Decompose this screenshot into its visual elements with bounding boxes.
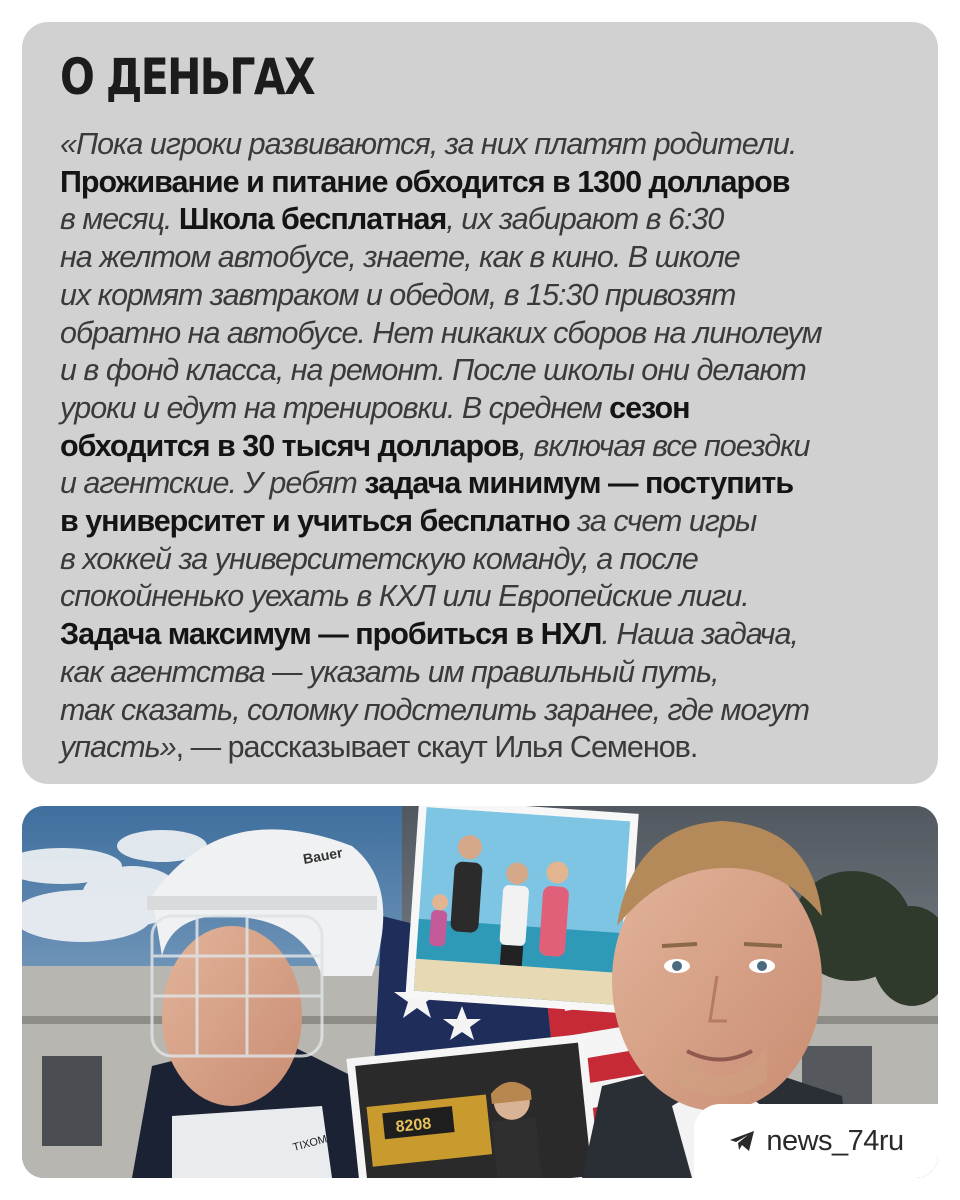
bus-number: 8208 bbox=[394, 1115, 433, 1137]
helmet-brand: Bauer bbox=[301, 844, 344, 867]
quote-emphasis: Проживание и питание обходится в 1300 долларов bbox=[60, 164, 790, 199]
quote-fragment: спокойненько уехать в КХЛ или Европейские лиги. bbox=[60, 579, 749, 614]
school-bus-photo bbox=[346, 1034, 600, 1178]
quote-fragment: обратно на автобусе. Нет никаких сборов на линолеум bbox=[60, 315, 822, 350]
quote-emphasis: Школа бесплатная bbox=[178, 202, 447, 237]
quote-fragment: , — рассказывает скаут Илья Семенов. bbox=[175, 730, 698, 765]
quote-fragment: за счет игры bbox=[569, 504, 757, 539]
quote-fragment: , включая все поездки bbox=[518, 428, 810, 463]
quote-line bbox=[60, 201, 920, 239]
quote-fragment: , их забирают в 6:30 bbox=[446, 202, 724, 237]
quote-line bbox=[60, 541, 920, 579]
quote-text bbox=[60, 126, 920, 767]
jersey-text: TIXOM bbox=[291, 1133, 329, 1154]
quote-line bbox=[60, 277, 920, 315]
quote-card bbox=[22, 22, 938, 784]
quote-line bbox=[60, 352, 920, 390]
quote-line bbox=[60, 578, 920, 616]
family-photo bbox=[405, 806, 638, 1013]
quote-line bbox=[60, 616, 920, 654]
quote-line bbox=[60, 654, 920, 692]
quote-emphasis: в университет и учиться бесплатно bbox=[60, 504, 570, 539]
quote-emphasis: задача минимум — поступить bbox=[364, 466, 794, 501]
quote-line bbox=[60, 390, 920, 428]
quote-fragment: и агентские. У ребят bbox=[60, 466, 365, 501]
quote-line bbox=[60, 315, 920, 353]
quote-line bbox=[60, 239, 920, 277]
source-watermark[interactable] bbox=[694, 1104, 938, 1178]
quote-fragment: их кормят завтраком и обедом, в 15:30 привозят bbox=[60, 277, 736, 312]
photo-collage bbox=[22, 806, 938, 1178]
quote-fragment: как агентства — указать им правильный путь, bbox=[60, 654, 719, 689]
telegram-icon bbox=[728, 1129, 756, 1153]
quote-fragment: в хоккей за университетскую команду, а после bbox=[60, 541, 698, 576]
quote-line bbox=[60, 428, 920, 466]
quote-fragment: так сказать, соломку подстелить заранее, где могут bbox=[60, 692, 810, 727]
quote-fragment: . Наша задача, bbox=[601, 617, 798, 652]
quote-fragment: «Пока игроки развиваются, за них платят родители. bbox=[60, 127, 797, 161]
watermark-text: news_74ru bbox=[766, 1124, 904, 1157]
quote-fragment: и в фонд класса, на ремонт. После школы они делают bbox=[60, 353, 806, 388]
quote-line bbox=[60, 126, 920, 164]
quote-fragment: в месяц. bbox=[60, 202, 179, 237]
quote-line bbox=[60, 503, 920, 541]
quote-line bbox=[60, 164, 920, 202]
quote-emphasis: обходится в 30 тысяч долларов bbox=[60, 428, 519, 463]
quote-fragment: упасть» bbox=[60, 730, 176, 765]
quote-line bbox=[60, 692, 920, 730]
quote-line bbox=[60, 729, 920, 767]
quote-emphasis: сезон bbox=[609, 390, 690, 425]
section-heading: О ДЕНЬГАХ bbox=[60, 48, 314, 106]
quote-fragment: на желтом автобусе, знаете, как в кино. В школе bbox=[60, 240, 740, 275]
quote-emphasis: Задача максимум — пробиться в НХЛ bbox=[60, 617, 602, 652]
quote-fragment: уроки и едут на тренировки. В среднем bbox=[60, 390, 610, 425]
quote-line bbox=[60, 465, 920, 503]
